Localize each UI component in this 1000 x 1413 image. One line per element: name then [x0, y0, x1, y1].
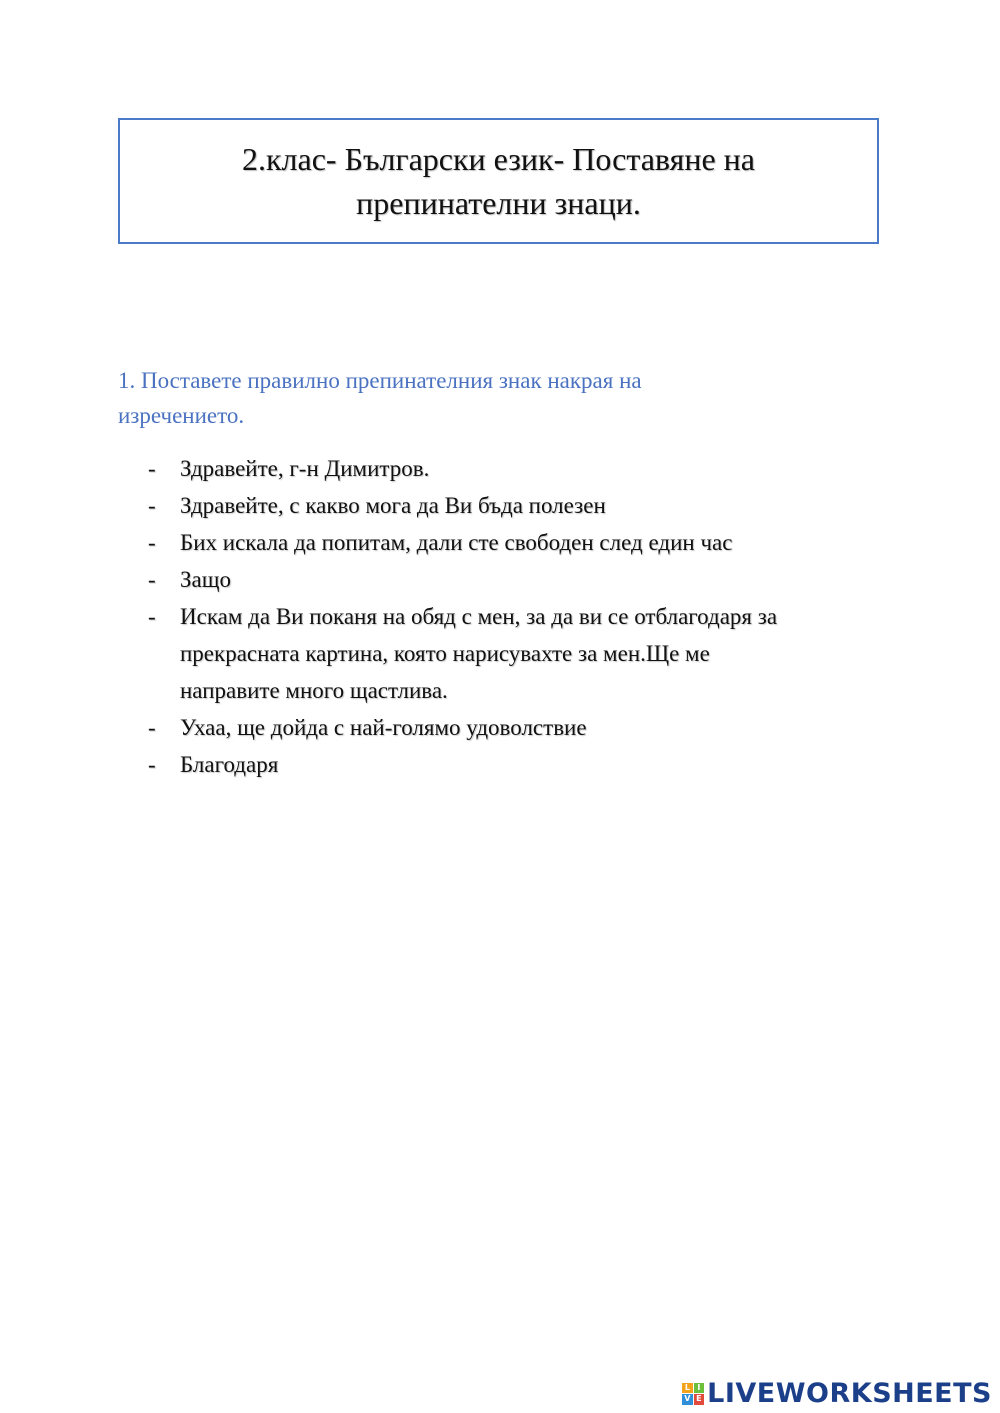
instruction-text	[118, 363, 878, 433]
list-item	[148, 709, 888, 746]
logo-badge-letter: E	[694, 1394, 705, 1405]
list-item-line: прекрасната картина, която нарисувахте за мен.Ще ме	[180, 641, 710, 666]
title-line-2: препинателни знаци.	[356, 185, 641, 221]
list-item-text	[180, 450, 888, 487]
sentence-list	[148, 450, 888, 783]
list-item-text	[180, 524, 888, 561]
logo-badge-letter: L	[682, 1383, 693, 1394]
list-item-text	[180, 746, 888, 783]
list-dash: -	[148, 715, 156, 740]
list-item-line: Ухаа, ще дойда с най-голямо удоволствие	[180, 715, 587, 740]
logo-badge-letter: I	[694, 1383, 705, 1394]
logo-badge-letter: V	[682, 1394, 693, 1405]
list-dash: -	[148, 530, 156, 555]
logo-text: LIVEWORKSHEETS	[707, 1378, 992, 1409]
list-item-line: Здравейте, с какво мога да Ви бъда полезен	[180, 493, 606, 518]
list-item	[148, 450, 888, 487]
title-box	[118, 118, 879, 244]
liveworksheets-logo	[682, 1378, 992, 1409]
instruction-line-1: 1. Поставете правилно препинателния знак накрая на	[118, 368, 642, 393]
list-item	[148, 746, 888, 783]
list-dash: -	[148, 493, 156, 518]
list-item	[148, 524, 888, 561]
instruction-line-2: изречението.	[118, 403, 245, 428]
list-item-line: Благодаря	[180, 752, 279, 777]
list-item-text	[180, 598, 888, 709]
title-line-1: 2.клас- Български език- Поставяне на	[242, 141, 755, 177]
list-item-line: Защо	[180, 567, 231, 592]
list-item-line: направите много щастлива.	[180, 678, 448, 703]
list-dash: -	[148, 752, 156, 777]
list-item-text	[180, 487, 888, 524]
list-item	[148, 561, 888, 598]
list-dash: -	[148, 456, 156, 481]
list-item-line: Здравейте, г-н Димитров.	[180, 456, 430, 481]
list-item-line: Искам да Ви поканя на обяд с мен, за да ви се отблагодаря за	[180, 604, 778, 629]
list-item	[148, 487, 888, 524]
list-dash: -	[148, 567, 156, 592]
list-item-text	[180, 709, 888, 746]
list-dash: -	[148, 604, 156, 629]
list-item	[148, 598, 888, 709]
list-item-text	[180, 561, 888, 598]
list-item-line: Бих искала да попитам, дали сте свободен след един час	[180, 530, 733, 555]
liveworksheets-logo-icon	[682, 1383, 704, 1405]
